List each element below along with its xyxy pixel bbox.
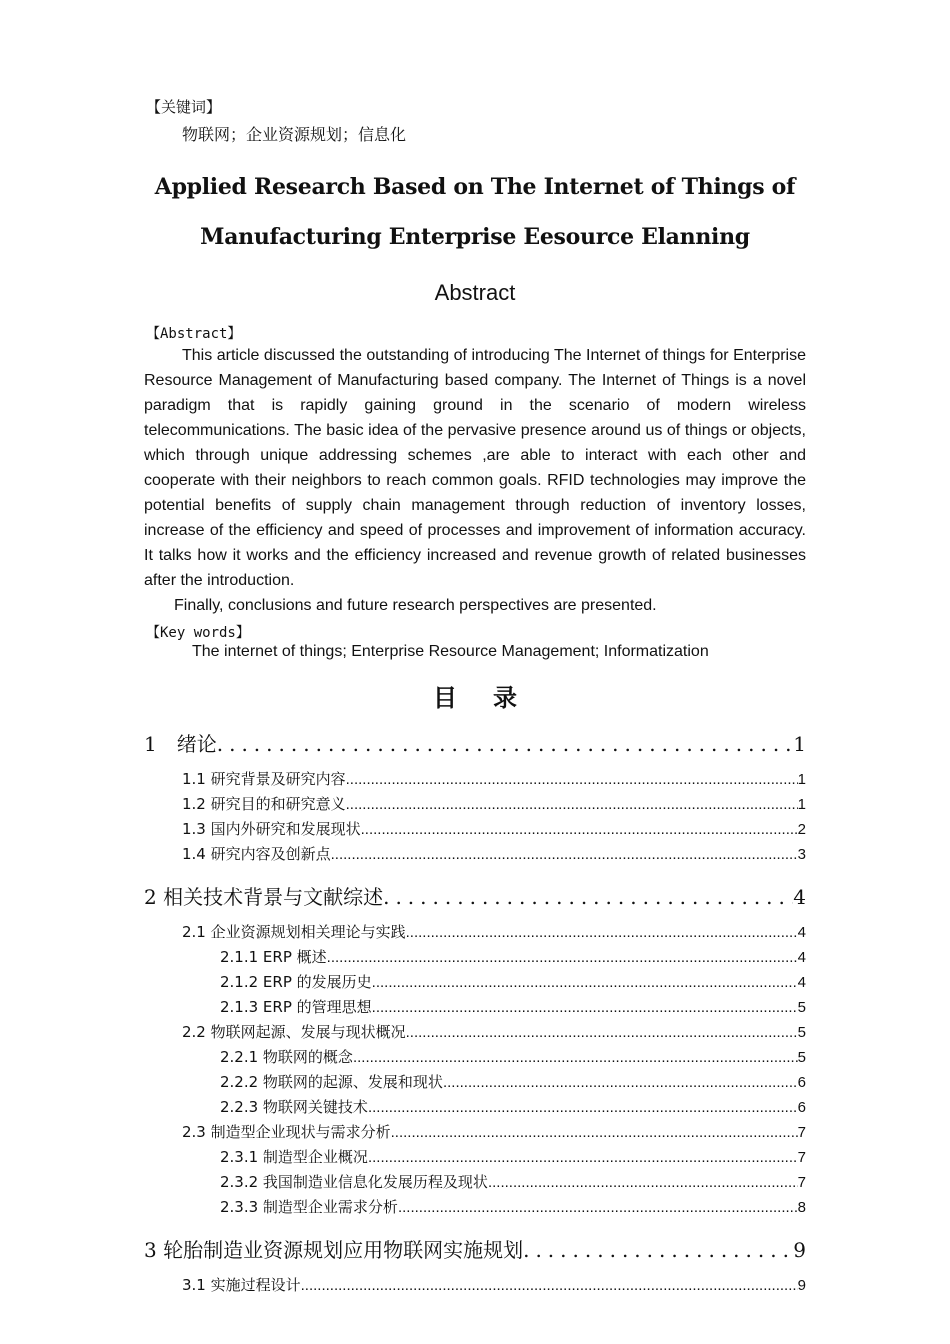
toc-leader-dots [398, 1199, 798, 1216]
toc-entry-page: 5 [797, 999, 806, 1016]
toc-section[interactable] [182, 1021, 806, 1042]
abstract-body [144, 343, 806, 618]
toc-section[interactable] [182, 843, 806, 864]
toc-leader-dots [406, 924, 798, 941]
toc-entry-title: 2.1.1 ERP 概述 [220, 948, 327, 966]
keywords-en-text: The internet of things; Enterprise Resource Management; Informatization [192, 643, 709, 660]
toc-entry-title: 3 轮胎制造业资源规划应用物联网实施规划 [144, 1238, 524, 1262]
toc-entry-page: 4 [797, 974, 806, 991]
toc-entry-title: 2.1.3 ERP 的管理思想 [220, 998, 372, 1016]
toc-section[interactable] [182, 768, 806, 789]
toc-leader-dots [391, 1124, 798, 1141]
toc-entry-page: 2 [797, 821, 806, 838]
toc-entry-title: 2.3.2 我国制造业信息化发展历程及现状 [220, 1173, 488, 1191]
toc-section[interactable] [182, 793, 806, 814]
toc-leader-dots [488, 1174, 798, 1191]
toc-chapter[interactable] [144, 728, 806, 757]
abstract-paragraph-2: Finally, conclusions and future research perspectives are presented. [174, 597, 657, 614]
toc-leader-dots [331, 846, 798, 863]
toc-entry-page: 5 [797, 1049, 806, 1066]
toc-entry-title: 1.3 国内外研究和发展现状 [182, 820, 361, 838]
toc-entry-page: 4 [797, 949, 806, 966]
toc-entry-title: 2.1.2 ERP 的发展历史 [220, 973, 372, 991]
toc-leader-dots [523, 1238, 793, 1262]
toc-subsection[interactable] [220, 1046, 806, 1067]
toc-entry-title: 3.1 实施过程设计 [182, 1276, 301, 1294]
toc-leader-dots [353, 1049, 798, 1066]
abstract-heading: Abstract [434, 280, 516, 305]
english-title-line-1: Applied Research Based on The Internet of Things of [154, 174, 796, 200]
english-title-line-2: Manufacturing Enterprise Eesource Elanning [200, 224, 750, 250]
toc-entry-page: 4 [797, 924, 806, 941]
toc-title: 目录 [433, 684, 553, 712]
toc-leader-dots [346, 771, 798, 788]
toc-subsection[interactable] [220, 1146, 806, 1167]
toc-entry-page: 1 [797, 796, 806, 813]
toc-subsection[interactable] [220, 1096, 806, 1117]
toc-section[interactable] [182, 818, 806, 839]
toc-section[interactable] [182, 1274, 806, 1295]
toc-entry-title: 2 相关技术背景与文献综述 [144, 885, 384, 909]
toc-leader-dots [368, 1149, 798, 1166]
toc-entry-page: 7 [797, 1124, 806, 1141]
toc-entry-page: 6 [797, 1074, 806, 1091]
toc-entry-title: 2.3.1 制造型企业概况 [220, 1148, 368, 1166]
toc-section[interactable] [182, 1121, 806, 1142]
toc-leader-dots [361, 821, 798, 838]
toc-subsection[interactable] [220, 1196, 806, 1217]
toc-subsection[interactable] [220, 971, 806, 992]
toc-subsection[interactable] [220, 1071, 806, 1092]
toc-entry-page: 7 [797, 1174, 806, 1191]
toc-entry-title: 2.2.2 物联网的起源、发展和现状 [220, 1073, 443, 1091]
keywords-cn-label: 【关键词】 [146, 98, 222, 116]
toc-entry-title: 2.2 物联网起源、发展与现状概况 [182, 1023, 406, 1041]
toc-entry-page: 5 [797, 1024, 806, 1041]
toc-entry-title: 1.2 研究目的和研究意义 [182, 795, 346, 813]
toc-leader-dots [346, 796, 798, 813]
toc-leader-dots [372, 999, 798, 1016]
toc-leader-dots [368, 1099, 798, 1116]
toc-entry-title: 1 绪论 [144, 732, 217, 756]
toc-entry-page: 8 [797, 1199, 806, 1216]
toc-leader-dots [217, 732, 794, 756]
toc-leader-dots [383, 885, 793, 909]
toc-subsection[interactable] [220, 946, 806, 967]
toc-entry-title: 1.1 研究背景及研究内容 [182, 770, 346, 788]
toc-entry-title: 2.1 企业资源规划相关理论与实践 [182, 923, 406, 941]
toc-entry-page: 9 [793, 1238, 806, 1262]
abstract-paragraph-1: This article discussed the outstanding of introducing The Internet of things for Enterprise Resource Management of Manufacturing based company. The Internet of Things is a novel paradigm that is rapidly gaining ground in the scenario of modern wireless telecommunications. The basic idea of the pervasive presence around us of things or objects, which through unique addressing schemes ,are able to interact with each other and cooperate with their neighbors to reach common goals. RFID technologies may improve the potential benefits of supply chain management through reduction of inventory losses, increase of the efficiency and speed of processes and improvement of information accuracy. It talks how it works and the efficiency increased and revenue growth of related businesses after the introduction. [144, 347, 806, 589]
toc-chapter[interactable] [144, 881, 806, 910]
toc-leader-dots [372, 974, 798, 991]
toc-entry-page: 7 [797, 1149, 806, 1166]
toc-leader-dots [406, 1024, 798, 1041]
toc-chapter[interactable] [144, 1234, 806, 1263]
toc-entry-title: 2.3 制造型企业现状与需求分析 [182, 1123, 391, 1141]
keywords-en-label: 【Key words】 [146, 625, 250, 641]
toc-subsection[interactable] [220, 1171, 806, 1192]
toc-entry-page: 4 [793, 885, 806, 909]
toc-leader-dots [327, 949, 798, 966]
toc-entry-title: 2.2.3 物联网关键技术 [220, 1098, 368, 1116]
toc-entry-title: 1.4 研究内容及创新点 [182, 845, 331, 863]
toc-entry-page: 3 [797, 846, 806, 863]
toc-entry-page: 6 [797, 1099, 806, 1116]
toc-entry-title: 2.2.1 物联网的概念 [220, 1048, 353, 1066]
keywords-cn-text: 物联网；企业资源规划；信息化 [182, 125, 407, 144]
toc-entry-title: 2.3.3 制造型企业需求分析 [220, 1198, 398, 1216]
toc-leader-dots [443, 1074, 798, 1091]
toc-entry-page: 1 [797, 771, 806, 788]
toc-subsection[interactable] [220, 996, 806, 1017]
toc-leader-dots [301, 1277, 798, 1294]
abstract-label: 【Abstract】 [146, 326, 242, 342]
toc-entry-page: 9 [797, 1277, 806, 1294]
toc-entry-page: 1 [793, 732, 806, 756]
toc-section[interactable] [182, 921, 806, 942]
